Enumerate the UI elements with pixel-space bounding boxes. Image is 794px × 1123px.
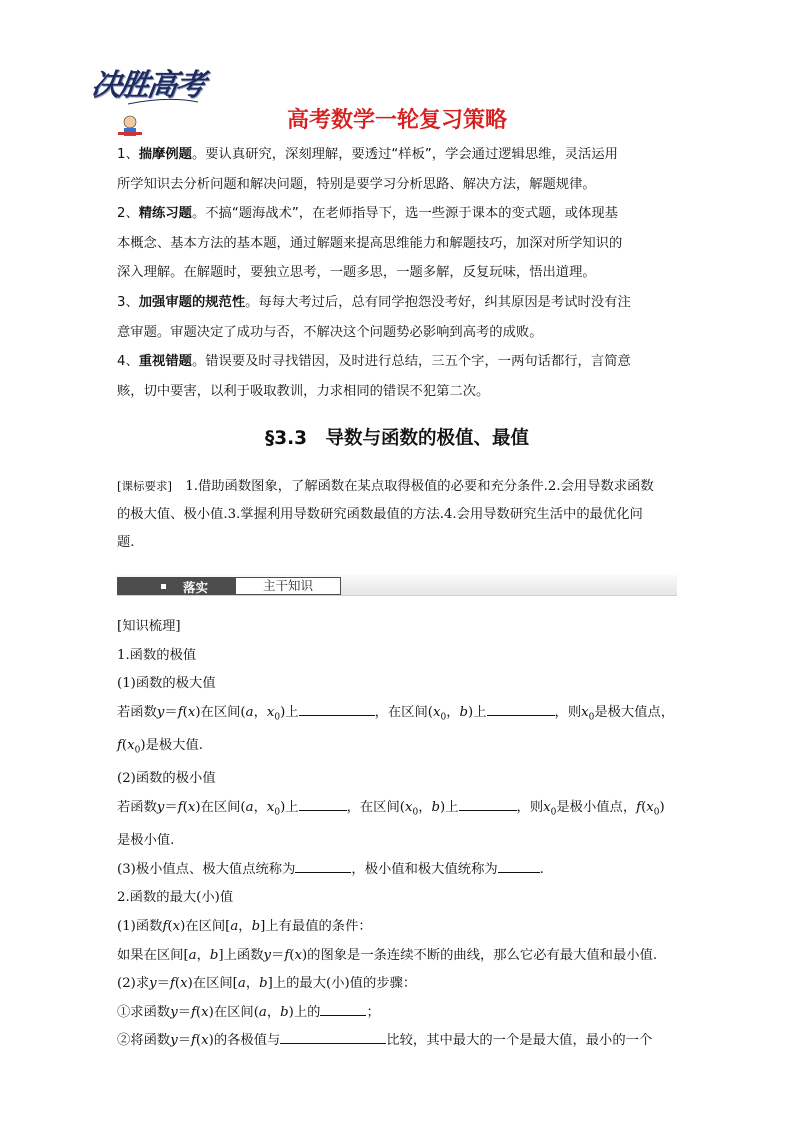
- strategy-2-line-3: 深入理解。在解题时，要独立思考，一题多思，一题多解，反复玩味，悟出道理。: [117, 265, 596, 281]
- strategy-3-line-2: 意审题。审题决定了成功与否，不解决这个问题势必影响到高考的成败。: [117, 324, 543, 340]
- min-definition-line-1: 若函数y＝f(x)在区间(a，$x_0$)上 ，在区间($x_0$，b)上 ，则$x_0$是极小值点，$f(x_0)$: [117, 794, 683, 827]
- strategy-1-line-1: 1、揣摩例题。要认真研究，深刻理解，要透过“样板”，学会通过逻辑思维，灵活运用: [117, 147, 618, 162]
- strategy-4-heading: 重视错题: [138, 354, 192, 370]
- document-title: 高考数学一轮复习策略: [286, 108, 507, 133]
- square-bullet-icon: [161, 584, 166, 589]
- strategy-1-heading: 揣摩例题: [138, 147, 192, 162]
- blank-min-left[interactable]: [299, 796, 347, 811]
- band-dark-tab: [117, 577, 235, 595]
- section-1-3-line: (3)极小值点、极大值点统称为 ，极小值和极大值统称为 .: [117, 856, 683, 885]
- strategy-1-line-2: 所学知识去分析问题和解决问题，特别是要学习分析思路、解决方法，解题规律。: [117, 176, 596, 192]
- section-band: [117, 575, 677, 596]
- knowledge-body: [117, 613, 683, 1056]
- blank-extreme-point[interactable]: [295, 858, 351, 873]
- section-2-condition-line: 如果在区间[a，b]上函数y＝f(x)的图象是一条连续不断的曲线，那么它必有最大值和最小值.: [117, 947, 658, 963]
- section-2-heading: 2.函数的最大(小)值: [117, 890, 234, 906]
- max-definition-line-1: 若函数y＝f(x)在区间(a，$x_0$)上 ，在区间($x_0$，b)上 ，则$x_0$是极大值点，: [117, 699, 683, 732]
- band-light-label: 主干知识: [235, 577, 341, 595]
- section-title: §3.3 导数与函数的极值、最值: [264, 428, 530, 449]
- section-1-heading: 1.函数的极值: [117, 647, 197, 663]
- section-1-1-heading: (1)函数的极大值: [117, 676, 216, 692]
- requirements-line-1: [课标要求] 1.借助函数图象，了解函数在某点取得极值的必要和充分条件.2.会用导数求函数: [117, 479, 654, 494]
- max-definition-line-2: $f(x_0)$是极大值.: [117, 738, 203, 756]
- blank-min-right[interactable]: [459, 796, 517, 811]
- section-2-2-line: (2)求y＝f(x)在区间[a，b]上的最大(小)值的步骤：: [117, 976, 417, 992]
- blank-max-left[interactable]: [299, 701, 375, 716]
- step-1-line: ①求函数y＝f(x)在区间(a，b)上的 ；: [117, 999, 683, 1028]
- blank-max-right[interactable]: [487, 701, 555, 716]
- section-1-2-heading: (2)函数的极小值: [117, 771, 216, 787]
- strategy-4-line-1: 4、重视错题。错误要及时寻找错因，及时进行总结，三五个字，一两句话都行，言简意: [117, 354, 631, 370]
- strategy-2-line-1: 2、精练习题。不搞“题海战术”，在老师指导下，选一些源于课本的变式题，或体现基: [117, 206, 618, 222]
- logo-text: 决胜高考: [89, 68, 206, 103]
- strategy-2-line-2: 本概念、基本方法的基本题，通过解题来提高思维能力和解题技巧，加深对所学知识的: [117, 235, 623, 251]
- requirements-line-3: 题.: [117, 535, 135, 550]
- min-definition-line-2: 是极小值.: [117, 833, 175, 849]
- blank-step-2[interactable]: [280, 1029, 386, 1044]
- blank-step-1[interactable]: [320, 1001, 366, 1016]
- requirements-line-2: 的极大值、极小值.3.掌握利用导数研究函数最值的方法.4.会用导数研究生活中的最优化问: [117, 507, 643, 522]
- strategy-3-line-1: 3、加强审题的规范性。每每大考过后，总有同学抱怨没考好，纠其原因是考试时没有注: [117, 294, 631, 310]
- step-2-line: ②将函数y＝f(x)的各极值与 比较，其中最大的一个是最大值，最小的一个: [117, 1027, 683, 1056]
- knowledge-heading: [知识梳理]: [117, 619, 181, 634]
- strategy-list: [117, 140, 687, 406]
- section-2-1-line: (1)函数f(x)在区间[a，b]上有最值的条件：: [117, 918, 372, 934]
- course-requirements: [117, 472, 683, 557]
- requirements-label: [课标要求]: [117, 479, 172, 493]
- strategy-2-heading: 精练习题: [138, 206, 192, 222]
- strategy-4-line-2: 赅，切中要害，以利于吸取教训，力求相同的错误不犯第二次。: [117, 383, 490, 399]
- strategy-3-heading: 加强审题的规范性: [138, 294, 246, 310]
- band-dark-label: 落实: [183, 580, 209, 595]
- blank-extreme-value[interactable]: [498, 858, 540, 873]
